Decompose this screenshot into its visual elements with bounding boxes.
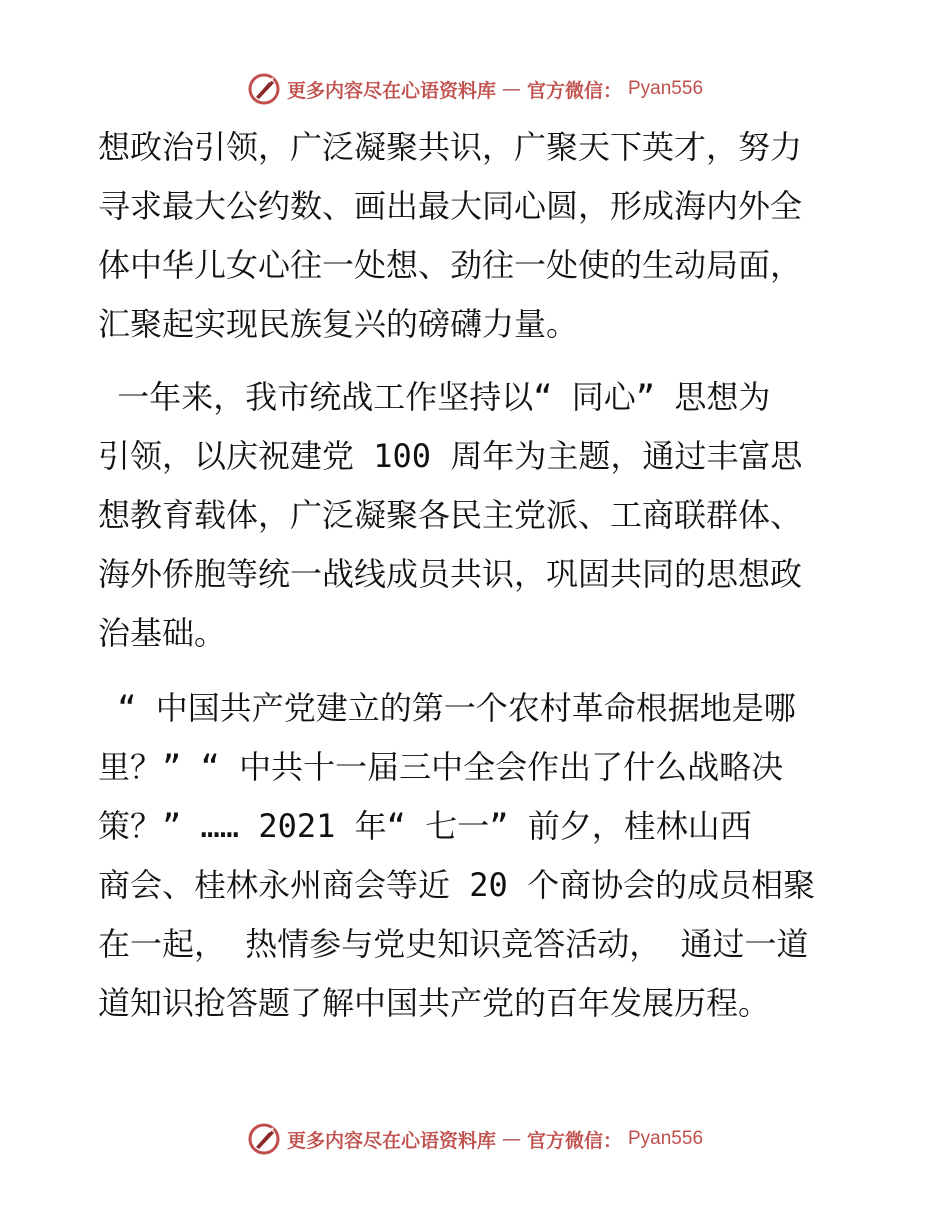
paragraph-gap: [98, 663, 858, 679]
document-body: [98, 118, 858, 1033]
text-line: 策？” …… 2021 年“ 七一” 前夕，桂林山西: [98, 807, 752, 845]
text-line: 商会、桂林永州商会等近 20 个商协会的成员相聚: [98, 866, 816, 904]
paragraph-gap: [98, 354, 858, 368]
text-line: 体中华儿女心往一处想、劲往一处使的生动局面，: [98, 246, 803, 284]
text-line: 道知识抢答题了解中国共产党的百年发展历程。: [98, 984, 771, 1022]
watermark-id: Pyan556: [628, 1128, 704, 1149]
paragraph-1: [98, 118, 858, 354]
watermark-id: Pyan556: [628, 78, 704, 99]
text-line: 想政治引领，广泛凝聚共识，广聚天下英才，努力: [98, 128, 803, 166]
paragraph-3: [98, 679, 858, 1033]
watermark-name: 更多内容尽在心语资料库: [286, 79, 496, 102]
text-line: 汇聚起实现民族复兴的磅礴力量。: [98, 305, 579, 343]
watermark-separator: —: [501, 1128, 521, 1150]
text-line: 寻求最大公约数、画出最大同心圆，形成海内外全: [98, 187, 803, 225]
footer-watermark: [0, 1122, 950, 1156]
watermark-official-label: 官方微信：: [526, 79, 622, 102]
header-watermark: [0, 72, 950, 106]
text-line: “ 中国共产党建立的第一个农村革命根据地是哪: [98, 689, 796, 727]
text-line: 在一起， 热情参与党史知识竞答活动， 通过一道: [98, 925, 809, 963]
watermark-name: 更多内容尽在心语资料库: [286, 1129, 496, 1152]
text-line: 一年来，我市统战工作坚持以“ 同心” 思想为: [98, 378, 771, 416]
text-line: 引领，以庆祝建党 100 周年为主题，通过丰富思: [98, 437, 803, 475]
watermark-separator: —: [501, 78, 521, 100]
text-line: 治基础。: [98, 614, 227, 652]
text-line: 里？” “ 中共十一届三中全会作出了什么战略决: [98, 748, 784, 786]
text-line: 海外侨胞等统一战线成员共识，巩固共同的思想政: [98, 555, 803, 593]
paragraph-2: [98, 368, 858, 663]
logo-icon: [247, 72, 281, 106]
watermark-official-label: 官方微信：: [526, 1129, 622, 1152]
text-line: 想教育载体，广泛凝聚各民主党派、工商联群体、: [98, 496, 803, 534]
logo-icon: [247, 1122, 281, 1156]
